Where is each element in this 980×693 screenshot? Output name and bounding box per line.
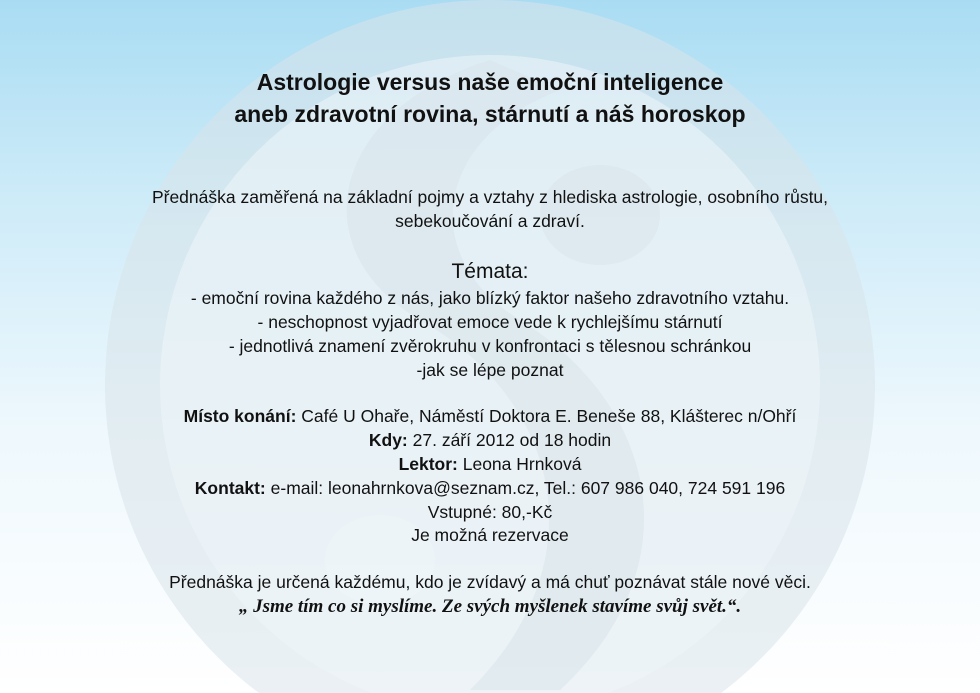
topic-item-3: - jednotlivá znamení zvěrokruhu v konfrontaci s tělesnou schránkou (228, 336, 752, 356)
contact-label: Kontakt: (194, 478, 266, 498)
place-label: Místo konání: (183, 406, 297, 426)
lecturer-line (0, 452, 980, 476)
contact-value: e-mail: leonahrnkova@seznam.cz, Tel.: 607 986 040, 724 591 196 (265, 478, 786, 498)
reservation-line: Je možná rezervace (411, 525, 569, 545)
topics-heading: Témata: (451, 260, 529, 283)
intro-line-1: Přednáška zaměřená na základní pojmy a vztahy z hlediska astrologie, osobního růstu, (151, 187, 829, 207)
place-line (0, 404, 980, 428)
contact-line (0, 476, 980, 500)
lecturer-value: Leona Hrnková (457, 454, 582, 474)
topic-item-2: - neschopnost vyjadřovat emoce vede k rychlejšímu stárnutí (257, 312, 723, 332)
when-label: Kdy: (368, 430, 408, 450)
when-value: 27. září 2012 od 18 hodin (407, 430, 612, 450)
intro-line-2: sebekoučování a zdraví. (395, 211, 585, 231)
lecturer-label: Lektor: (398, 454, 458, 474)
audience-line: Přednáška je určená každému, kdo je zvídavý a má chuť poznávat stále nové věci. (169, 572, 811, 592)
quote-line: „ Jsme tím co si myslíme. Ze svých myšlenek stavíme svůj svět.“. (238, 596, 742, 617)
place-value: Café U Ohaře, Náměstí Doktora E. Beneše 88, Klášterec n/Ohří (296, 406, 797, 426)
topic-item-4: -jak se lépe poznat (416, 360, 564, 380)
title-line-1: Astrologie versus naše emoční inteligence (256, 69, 724, 95)
fee-line: Vstupné: 80,-Kč (427, 502, 553, 522)
when-line (0, 428, 980, 452)
topic-item-1: - emoční rovina každého z nás, jako blízký faktor našeho zdravotního vztahu. (190, 288, 790, 308)
title-line-2: aneb zdravotní rovina, stárnutí a náš horoskop (234, 101, 746, 127)
